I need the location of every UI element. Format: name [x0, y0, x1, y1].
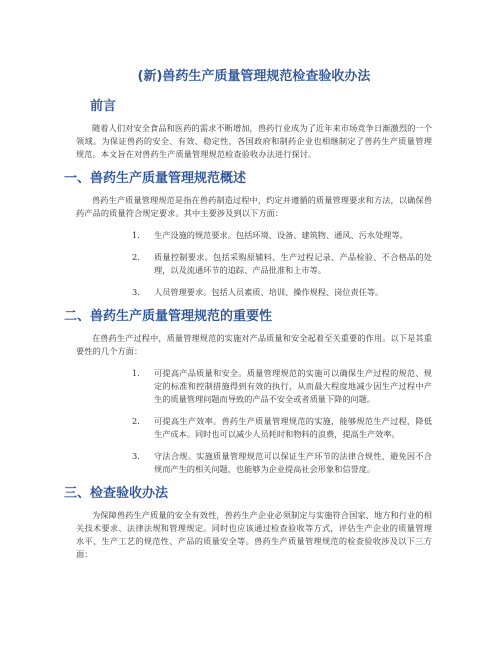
list-text: 可提高产品质量和安全。质量管理规范的实施可以确保生产过程的规范、规定的标准和控制措施得到有效的执行，从而最大程度地减少因生产过程中产生的质量管理问题而导致的产品不安全或者质量下降的问题。	[154, 368, 432, 404]
list-text: 生产设施的规范要求。包括环境、设备、建筑物、通风、污水处理等。	[154, 230, 408, 240]
list-text: 质量控制要求。包括采购原辅料、生产过程记录、产品检验、不合格品的处理，以及流通环节的追踪、产品批准和上市等。	[154, 252, 432, 275]
section2-heading: 二、兽药生产质量管理规范的重要性	[64, 309, 273, 324]
list-number: 3.	[132, 451, 140, 461]
document-title: (新)兽药生产质量管理规范检查验收办法	[137, 69, 371, 84]
section1-list-item	[76, 251, 432, 277]
section1-list-item	[76, 229, 432, 242]
list-number: 3.	[132, 287, 140, 297]
list-text: 人员管理要求。包括人员素质、培训、操作规程、岗位责任等。	[154, 287, 384, 297]
list-text: 可提高生产效率。兽药生产质量管理规范的实施，能够规范生产过程，降低生产成本。同时也可以减少人员耗时和物料的浪费，提高生产效率。	[154, 416, 432, 439]
list-number: 1.	[132, 230, 140, 240]
section2-list-item	[76, 450, 432, 476]
section2-list-item	[76, 367, 432, 406]
section1-heading: 一、兽药生产质量管理规范概述	[64, 171, 247, 186]
section2-intro: 在兽药生产过程中，质量管理规范的实施对产品质量和安全起着至关重要的作用。以下是其重要性的几个方面：	[76, 333, 432, 356]
section3-heading: 三、检查验收办法	[64, 486, 169, 501]
preface-heading: 前言	[90, 99, 117, 114]
section2-list-item	[76, 415, 432, 441]
list-number: 1.	[132, 368, 140, 378]
list-number: 2.	[132, 416, 140, 426]
section3-intro: 为保障兽药生产质量的安全有效性，兽药生产企业必须制定与实施符合国家、地方和行业的相关技术要求、法律法规和管理规定。同时也应该通过检查验收等方式，评估生产企业的质量管理水平、生产工艺的规范性、产品的质量安全等。兽药生产质量管理规范的检查验收涉及以下三方面：	[76, 510, 432, 559]
section1-intro: 兽药生产质量管理规范是指在兽药制造过程中，约定并遵循的质量管理要求和方法，以确保兽药产品的质量符合规定要求。其中主要涉及到以下方面：	[76, 195, 432, 218]
list-number: 2.	[132, 252, 140, 262]
preface-paragraph: 随着人们对安全食品和医药的需求不断增加，兽药行业成为了近年来市场竞争日渐激烈的一个领域。为保证兽药的安全、有效、稳定性，各国政府和制药企业也相继制定了兽药生产质量管理规范。本文旨在对兽药生产质量管理规范检查验收办法进行探讨。	[76, 123, 432, 159]
section1-list-item	[76, 286, 432, 299]
list-text: 守法合规。实施质量管理规范可以保证生产环节的法律合规性，避免因不合规而产生的相关问题，也能够为企业提高社会形象和信誉度。	[154, 451, 432, 474]
